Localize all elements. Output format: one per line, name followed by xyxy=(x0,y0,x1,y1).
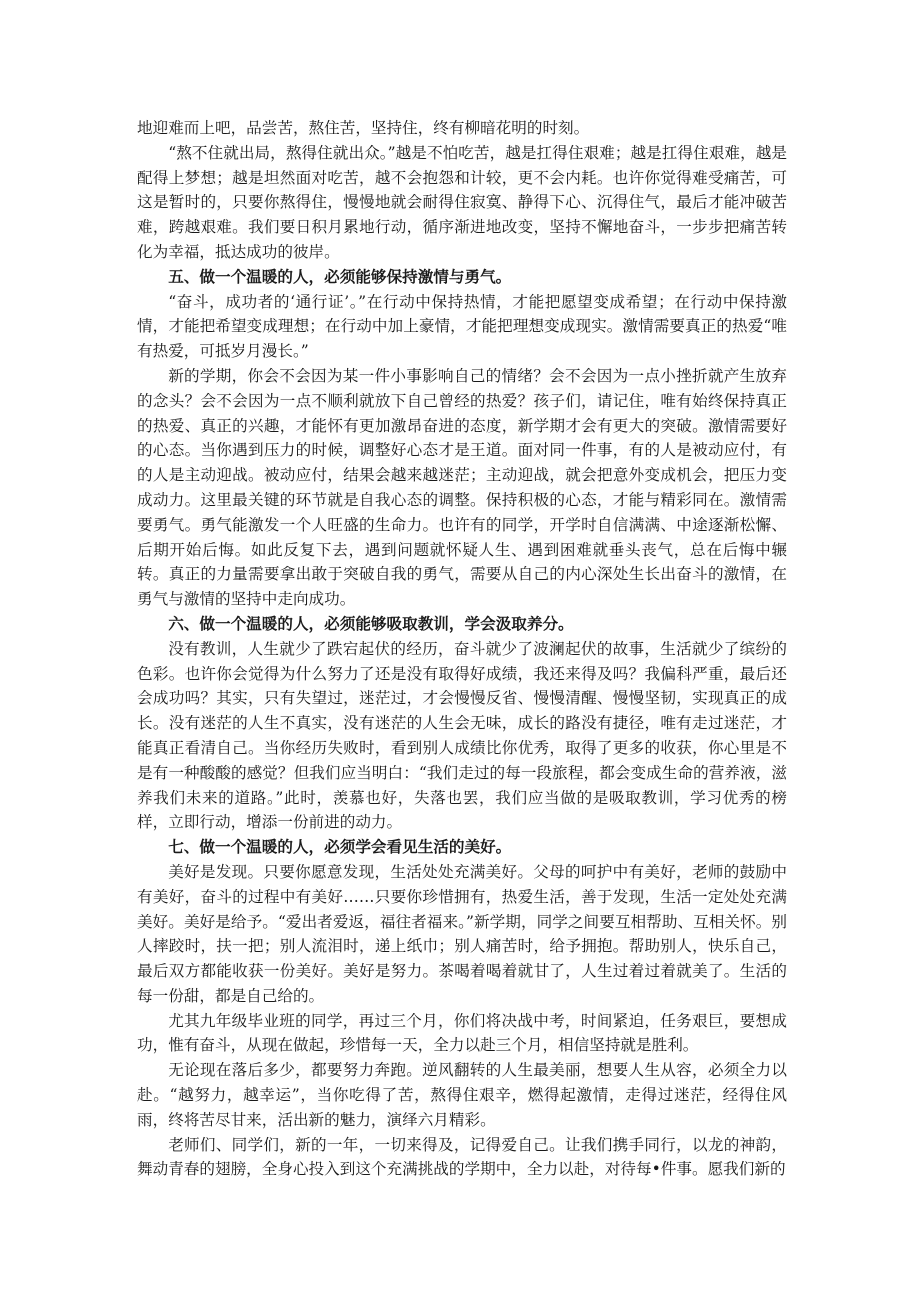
paragraph-continuation: 地迎难而上吧，品尝苦，熬住苦，坚持住，终有柳暗花明的时刻。 xyxy=(137,119,590,137)
paragraph: 新的学期，你会不会因为某一件小事影响自己的情绪？会不会因为一点小挫折就产生放弃的念头？会不会因为一点不顺利就放下自己曾经的热爱？孩子们，请记住，唯有始终保持真正的热爱、真正的兴趣，才能怀有更加激昂奋进的态度，新学期才会有更大的突破。激情需要好的心态。当你遇到压力的时候，调整好心态才是王道。面对同一件事，有的人是被动应付，有的人是主动迎战。被动应付，结果会越来越迷茫；主动迎战，就会把意外变成机会，把压力变成动力。这里最关键的环节就是自我心态的调整。保持积极的心态，才能与精彩同在。激情需要勇气。勇气能激发一个人旺盛的生命力。也许有的同学，开学时自信满满、中途逐渐松懈、后期开始后悔。如此反复下去，遇到问题就怀疑人生、遇到困难就垂头丧气，总在后悔中辗转。真正的力量需要拿出敢于突破自我的勇气，需要从自己的内心深处生长出奋斗的激情，在勇气与激情的坚持中走向成功。 xyxy=(137,366,787,609)
section-heading-6: 六、做一个温暖的人，必须能够吸取教训，学会汲取养分。 xyxy=(168,614,574,633)
section-heading-7: 七、做一个温暖的人，必须学会看见生活的美好。 xyxy=(168,838,512,857)
paragraph: “熬不住就出局，熬得住就出众。”越是不怕吃苦，越是扛得住艰难；越是扛得住艰难，越是配得上梦想；越是坦然面对吃苦，越不会抱怨和计较，更不会内耗。也许你觉得难受痛苦，可这是暂时的，只要你熬得住，慢慢地就会耐得住寂寞、静得下心、沉得住气，最后才能冲破苦难，跨越艰难。我们要日积月累地行动，循序渐进地改变，坚持不懈地奋斗，一步步把痛苦转化为幸福，抵达成功的彼岸。 xyxy=(137,143,787,261)
paragraph: 尤其九年级毕业班的同学，再过三个月，你们将决战中考，时间紧迫，任务艰巨，要想成功，惟有奋斗，从现在做起，珍惜每一天，全力以赴三个月，相信坚持就是胜利。 xyxy=(137,1011,787,1055)
paragraph: 没有教训，人生就少了跌宕起伏的经历，奋斗就少了波澜起伏的故事，生活就少了缤纷的色彩。也许你会觉得为什么努力了还是没有取得好成绩，我还来得及吗？我偏科严重，最后还会成功吗？其实，只有失望过，迷茫过，才会慢慢反省、慢慢清醒、慢慢坚韧，实现真正的成长。没有迷茫的人生不真实，没有迷茫的人生会无味，成长的路没有捷径，唯有走过迷茫，才能真正看清自己。当你经历失败时，看到别人成绩比你优秀，取得了更多的收获，你心里是不是有一种酸酸的感觉？但我们应当明白：“我们走过的每一段旅程，都会变成生命的营养液，滋养我们未来的道路。”此时，羡慕也好，失落也罢，我们应当做的是吸取教训，学习优秀的榜样，立即行动，增添一份前进的动力。 xyxy=(137,639,787,832)
paragraph: 无论现在落后多少，都要努力奔跑。逆风翻转的人生最美丽，想要人生从容，必须全力以赴。“越努力，越幸运”，当你吃得了苦，熬得住艰辛，燃得起激情，走得过迷茫，经得住风雨，终将苦尽甘来，活出新的魅力，演绎六月精彩。 xyxy=(137,1061,787,1129)
document-page xyxy=(137,116,787,1182)
paragraph: “奋斗，成功者的‘通行证’。”在行动中保持热情，才能把愿望变成希望；在行动中保持激情，才能把希望变成理想；在行动中加上豪情，才能把理想变成现实。激情需要真正的热爱“唯有热爱，可抵岁月漫长。” xyxy=(137,292,787,361)
section-heading-5: 五、做一个温暖的人，必须能够保持激情与勇气。 xyxy=(168,267,512,286)
paragraph: 老师们、同学们，新的一年，一切来得及，记得爱自己。让我们携手同行，以龙的神韵，舞动青春的翅膀，全身心投入到这个充满挑战的学期中，全力以赴，对待每•件事。愿我们新的 xyxy=(137,1135,787,1179)
paragraph: 美好是发现。只要你愿意发现，生活处处充满美好。父母的呵护中有美好，老师的鼓励中有美好，奋斗的过程中有美好……只要你珍惜拥有，热爱生活，善于发现，生活一定处处充满美好。美好是给予。“爱出者爱返，福往者福来。”新学期，同学之间要互相帮助、互相关怀。别人摔跤时，扶一把；别人流泪时，递上纸巾；别人痛苦时，给予拥抱。帮助别人，快乐自己，最后双方都能收获一份美好。美好是努力。茶喝着喝着就甘了，人生过着过着就美了。生活的每一份甜，都是自己给的。 xyxy=(137,862,787,1005)
